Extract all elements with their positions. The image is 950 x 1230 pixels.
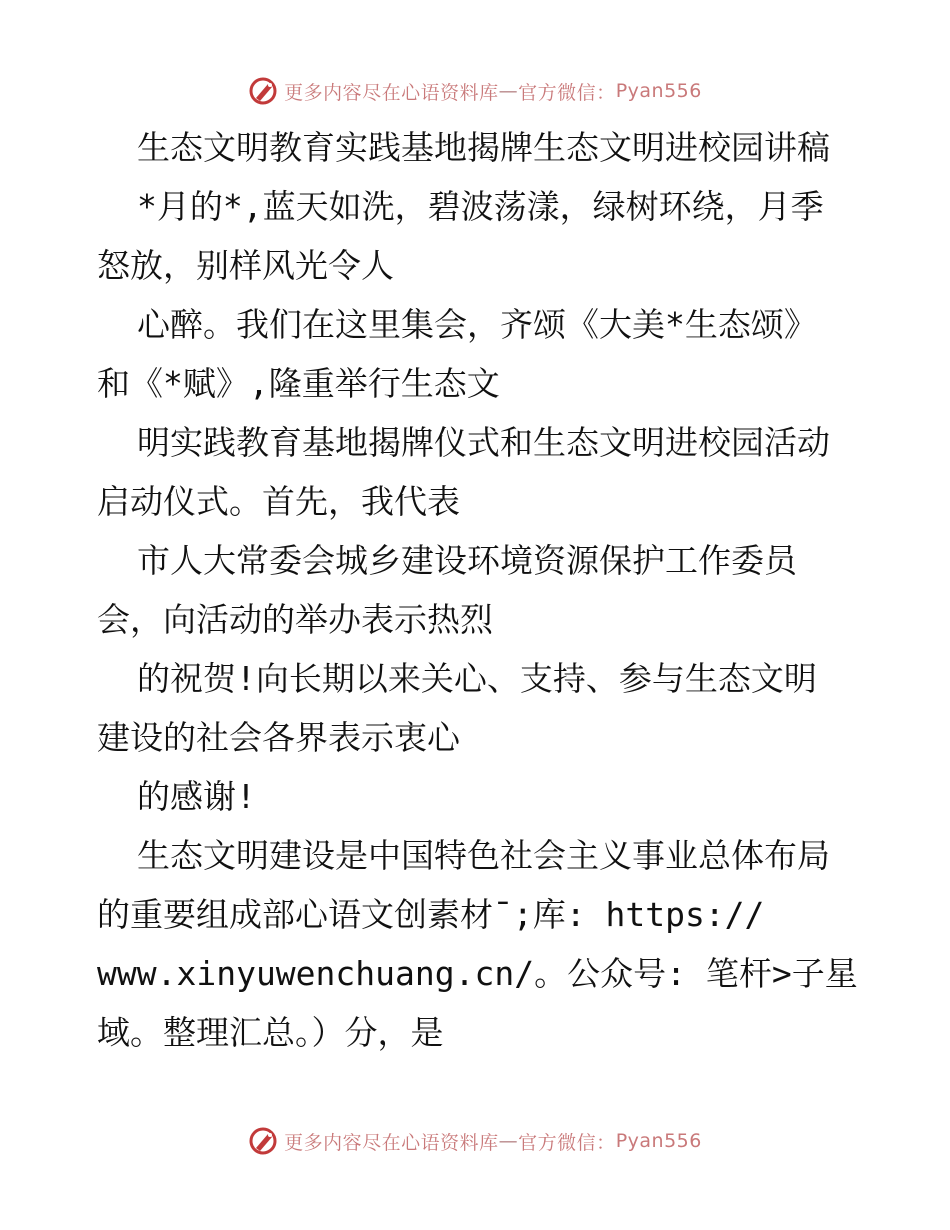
footer-separator: — [498, 1130, 519, 1152]
text-line: 心醉。我们在这里集会，齐颂《大美*生态颂》 [137, 305, 817, 344]
text-line: 的感谢! [137, 777, 256, 816]
text-line: 生态文明教育实践基地揭牌生态文明进校园讲稿 [137, 128, 830, 167]
text-line: 建设的社会各界表示衷心 [97, 718, 460, 757]
text-line: 的祝贺!向长期以来关心、支持、参与生态文明 [137, 659, 817, 698]
header-banner-text: 更多内容尽在心语资料库 [284, 81, 499, 104]
footer-wechat-id: Pyan556 [615, 1130, 702, 1152]
text-line: *月的*,蓝天如洗，碧波荡漾，绿树环绕，月季 [137, 187, 824, 226]
text-line: 和《*赋》,隆重举行生态文 [97, 364, 500, 403]
text-line: 域。整理汇总。）分，是 [97, 1013, 444, 1052]
text-line: 生态文明建设是中国特色社会主义事业总体布局 [137, 836, 830, 875]
footer-wechat-label: 官方微信： [518, 1131, 616, 1154]
footer-banner-text: 更多内容尽在心语资料库 [284, 1131, 499, 1154]
footer-banner[interactable] [0, 1121, 950, 1161]
header-separator: — [498, 80, 519, 102]
text-line: 启动仪式。首先，我代表 [97, 482, 460, 521]
pen-logo-icon [248, 76, 278, 106]
text-line: 会，向活动的举办表示热烈 [97, 600, 493, 639]
text-line: 明实践教育基地揭牌仪式和生态文明进校园活动 [137, 423, 830, 462]
text-line: 市人大常委会城乡建设环境资源保护工作委员 [137, 541, 797, 580]
text-line: www.xinyuwenchuang.cn/。公众号: 笔杆>子星 [97, 954, 858, 993]
pen-logo-icon [248, 1126, 278, 1156]
document-body [97, 118, 877, 1062]
text-line: 的重要组成部心语文创素材¯;库: https:// [97, 895, 765, 934]
header-wechat-id: Pyan556 [615, 80, 702, 102]
header-wechat-label: 官方微信： [518, 81, 616, 104]
header-banner[interactable] [0, 71, 950, 111]
text-line: 怒放，别样风光令人 [97, 246, 394, 285]
